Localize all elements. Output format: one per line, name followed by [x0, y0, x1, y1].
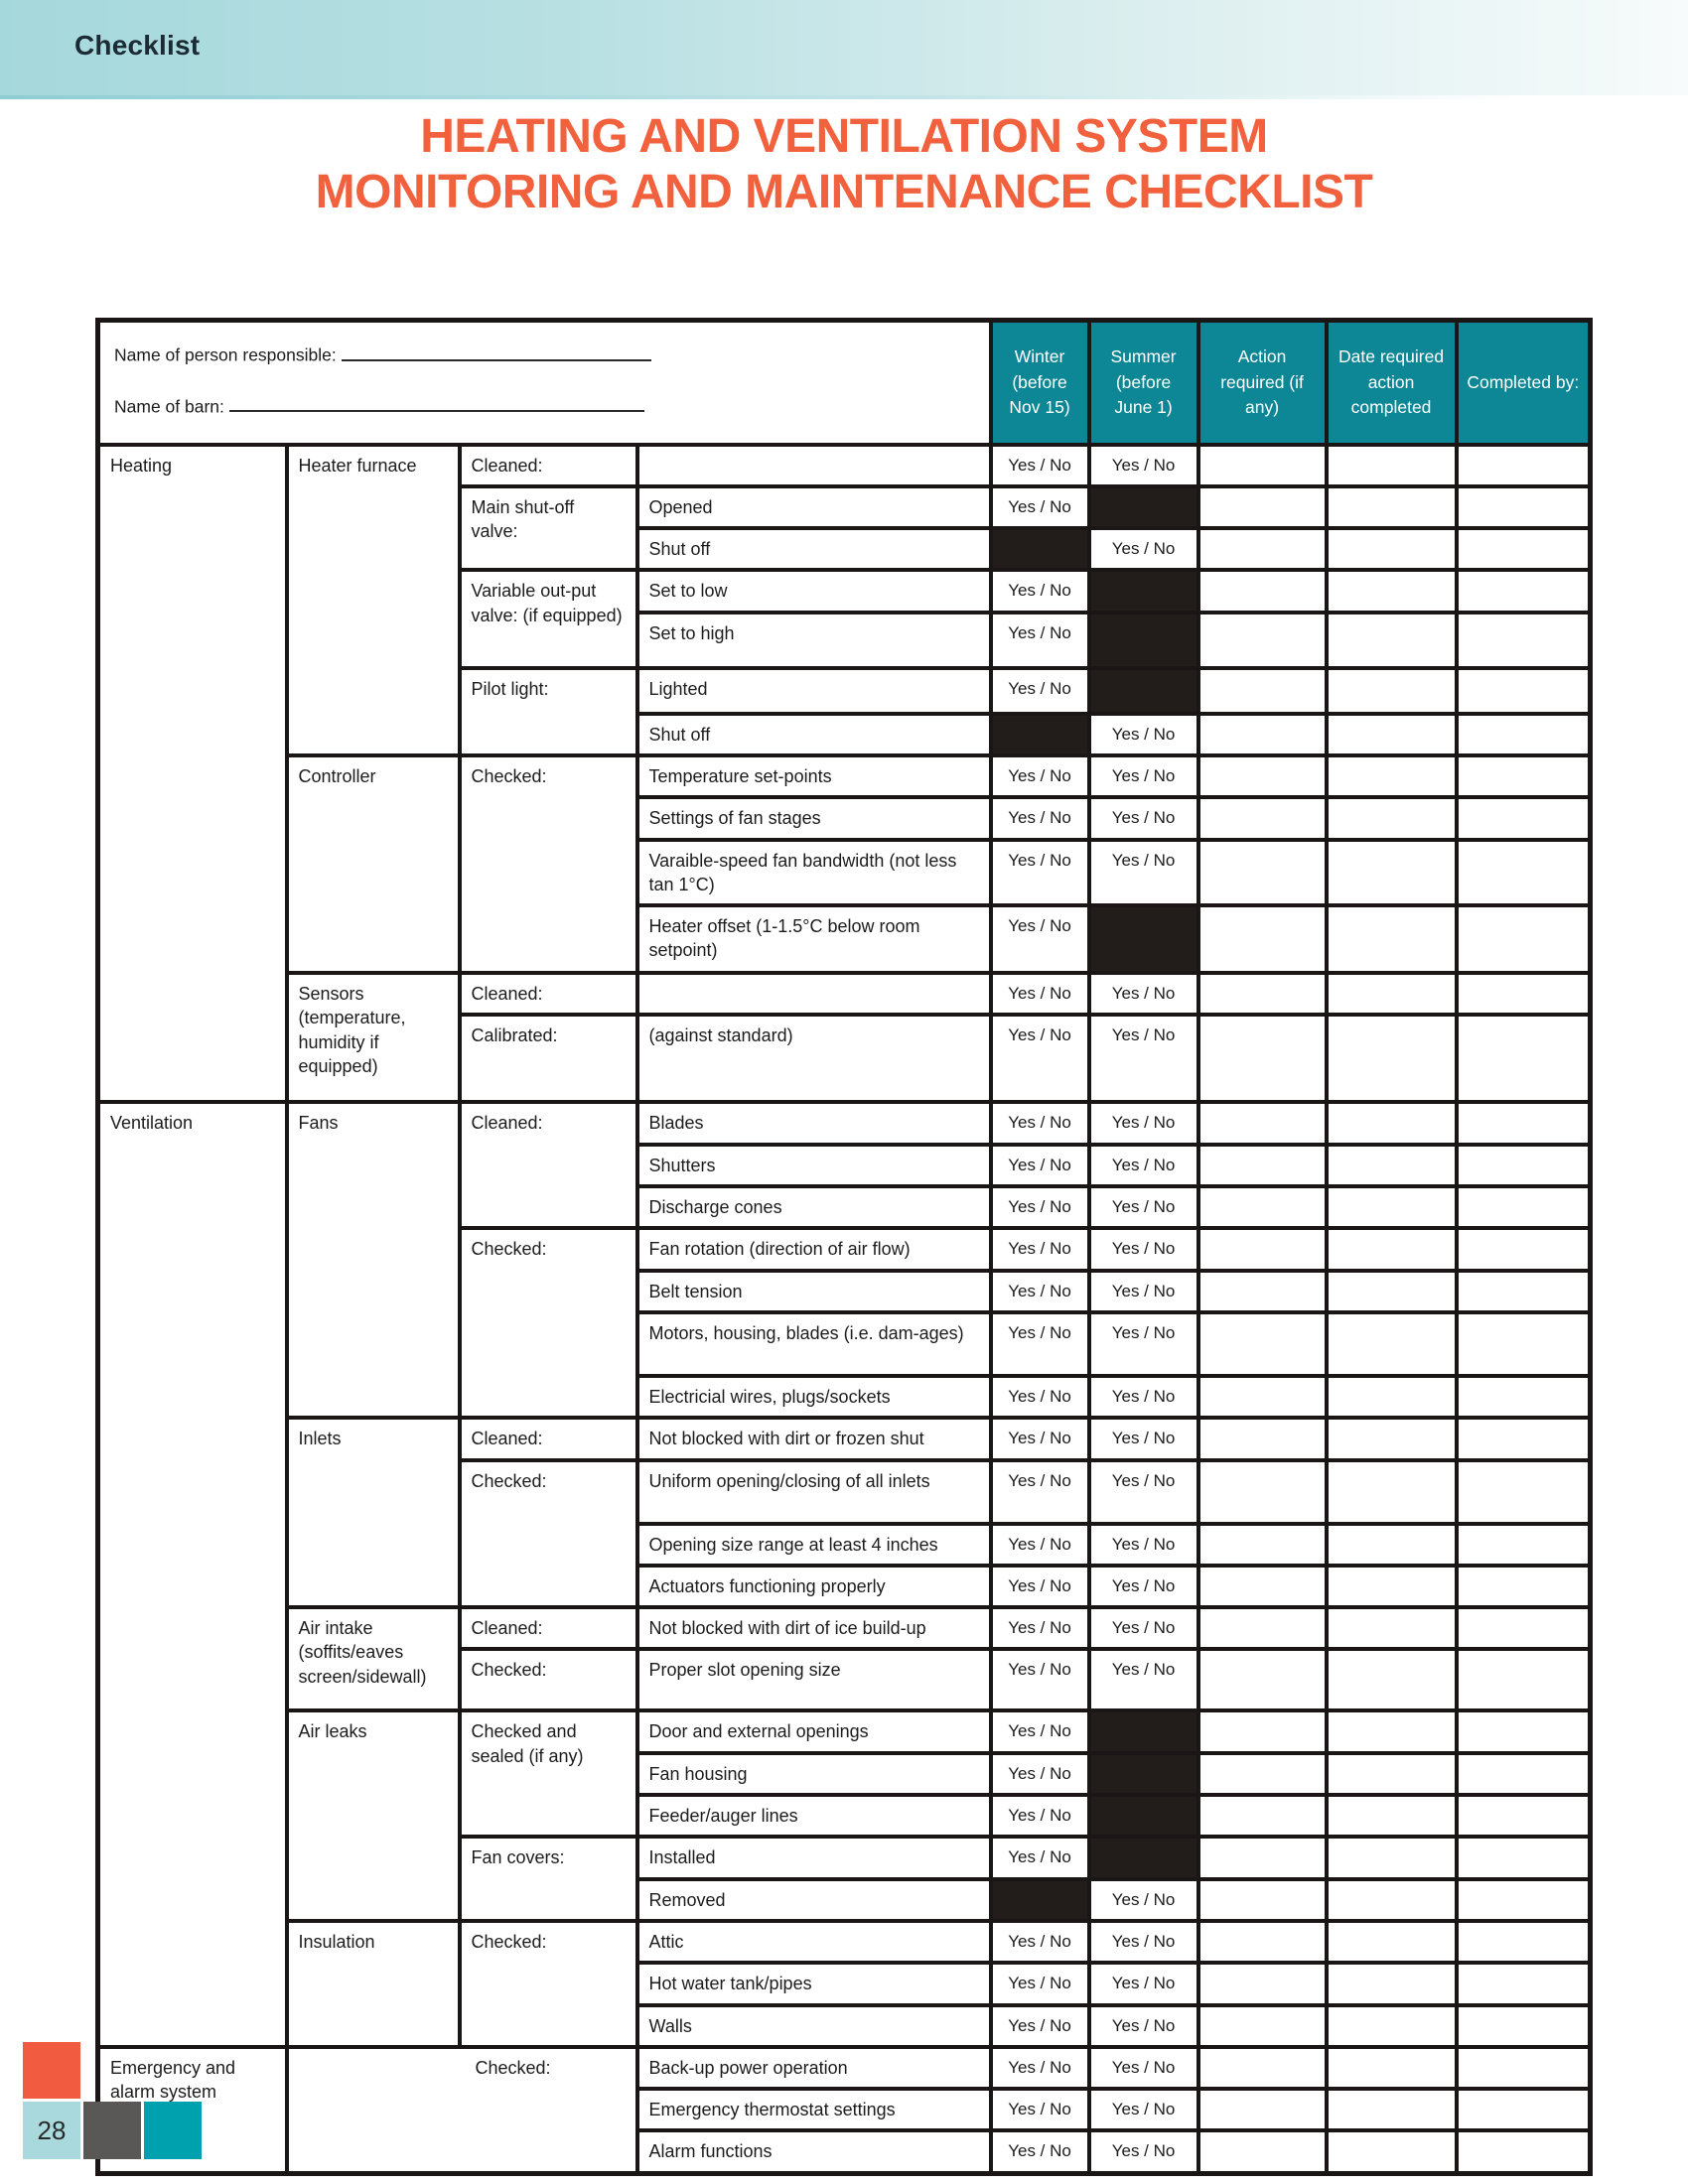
summer-yesno-cell: Yes / No — [1089, 528, 1198, 570]
date-completed-cell — [1327, 2047, 1457, 2089]
completed-by-cell — [1457, 668, 1591, 714]
item-cell-uniform-opening: Uniform opening/closing of all inlets — [637, 1460, 991, 1524]
action-required-cell — [1198, 613, 1327, 668]
filled-cell — [1089, 486, 1198, 528]
summer-yesno-cell: Yes / No — [1089, 1607, 1198, 1649]
summer-yesno-cell: Yes / No — [1089, 797, 1198, 839]
item-cell-against-standard: (against standard) — [637, 1015, 991, 1102]
winter-yesno-cell: Yes / No — [991, 1753, 1089, 1795]
filled-cell — [1089, 668, 1198, 714]
date-completed-cell — [1327, 1879, 1457, 1921]
item-cell-opening-range: Opening size range at least 4 inches — [637, 1524, 991, 1566]
summer-yesno-cell: Yes / No — [1089, 714, 1198, 755]
action-cell-checked: Checked: — [460, 1921, 637, 2047]
top-banner — [0, 0, 1688, 95]
winter-yesno-cell: Yes / No — [991, 2047, 1089, 2089]
action-cell-cleaned: Cleaned: — [460, 973, 637, 1015]
action-required-cell — [1198, 1228, 1327, 1270]
completed-by-cell — [1457, 2130, 1591, 2173]
date-completed-cell — [1327, 1312, 1457, 1376]
date-completed-cell — [1327, 1607, 1457, 1649]
action-cell-checked: Checked: — [287, 2047, 637, 2173]
date-completed-cell — [1327, 905, 1457, 973]
action-required-cell — [1198, 755, 1327, 797]
item-cell-discharge-cones: Discharge cones — [637, 1186, 991, 1228]
filled-cell — [1089, 1753, 1198, 1795]
item-cell-empty — [637, 973, 991, 1015]
action-cell-checked: Checked: — [460, 1460, 637, 1608]
completed-by-cell — [1457, 1376, 1591, 1418]
item-cell-blades: Blades — [637, 1102, 991, 1144]
item-cell-motors: Motors, housing, blades (i.e. dam-ages) — [637, 1312, 991, 1376]
summer-yesno-cell: Yes / No — [1089, 1228, 1198, 1270]
summer-yesno-cell: Yes / No — [1089, 1376, 1198, 1418]
date-completed-cell — [1327, 668, 1457, 714]
item-cell-feeder-lines: Feeder/auger lines — [637, 1795, 991, 1837]
completed-by-cell — [1457, 445, 1591, 486]
action-required-cell — [1198, 1524, 1327, 1566]
item-cell-door-openings: Door and external openings — [637, 1710, 991, 1752]
summer-yesno-cell: Yes / No — [1089, 1271, 1198, 1312]
action-required-cell — [1198, 2005, 1327, 2047]
page-number: 28 — [37, 2115, 67, 2145]
completed-by-cell — [1457, 2089, 1591, 2130]
completed-by-cell — [1457, 797, 1591, 839]
action-required-cell — [1198, 1795, 1327, 1837]
action-required-cell — [1198, 1837, 1327, 1878]
page-title — [0, 109, 1688, 219]
winter-yesno-cell: Yes / No — [991, 1102, 1089, 1144]
date-completed-cell — [1327, 486, 1457, 528]
checklist-table — [95, 318, 1593, 2176]
summer-yesno-cell: Yes / No — [1089, 1963, 1198, 2004]
action-required-cell — [1198, 1145, 1327, 1186]
page-title-line1: HEATING AND VENTILATION SYSTEM — [420, 110, 1268, 163]
summer-yesno-cell: Yes / No — [1089, 2005, 1198, 2047]
winter-yesno-cell: Yes / No — [991, 445, 1089, 486]
winter-yesno-cell: Yes / No — [991, 2089, 1089, 2130]
winter-yesno-cell: Yes / No — [991, 1795, 1089, 1837]
section-cell-emergency: Emergency and alarm system — [98, 2047, 287, 2173]
action-required-cell — [1198, 1418, 1327, 1459]
action-required-cell — [1198, 1566, 1327, 1607]
date-completed-cell — [1327, 2130, 1457, 2173]
date-completed-cell — [1327, 613, 1457, 668]
completed-by-cell — [1457, 2005, 1591, 2047]
item-cell-installed: Installed — [637, 1837, 991, 1878]
winter-yesno-cell: Yes / No — [991, 1228, 1089, 1270]
date-completed-cell — [1327, 1566, 1457, 1607]
item-cell-electrical-wires: Electricial wires, plugs/sockets — [637, 1376, 991, 1418]
action-required-cell — [1198, 1710, 1327, 1752]
winter-yesno-cell: Yes / No — [991, 755, 1089, 797]
section-cell-heating: Heating — [98, 445, 287, 1103]
item-cell-proper-slot: Proper slot opening size — [637, 1649, 991, 1710]
item-cell-not-blocked-ice: Not blocked with dirt of ice build-up — [637, 1607, 991, 1649]
action-required-cell — [1198, 445, 1327, 486]
column-header-winter: Winter (before Nov 15) — [991, 321, 1089, 445]
summer-yesno-cell: Yes / No — [1089, 1102, 1198, 1144]
column-header-summer: Summer (before June 1) — [1089, 321, 1198, 445]
item-cell-heater-offset: Heater offset (1-1.5°C below room setpoint) — [637, 905, 991, 973]
completed-by-cell — [1457, 1228, 1591, 1270]
summer-yesno-cell: Yes / No — [1089, 1649, 1198, 1710]
summer-yesno-cell: Yes / No — [1089, 1566, 1198, 1607]
component-cell-air-leaks: Air leaks — [287, 1710, 460, 1920]
winter-yesno-cell: Yes / No — [991, 1418, 1089, 1459]
summer-yesno-cell: Yes / No — [1089, 1879, 1198, 1921]
component-cell-inlets: Inlets — [287, 1418, 460, 1607]
action-required-cell — [1198, 714, 1327, 755]
action-required-cell — [1198, 2047, 1327, 2089]
date-completed-cell — [1327, 1145, 1457, 1186]
action-required-cell — [1198, 1879, 1327, 1921]
item-cell-fan-rotation: Fan rotation (direction of air flow) — [637, 1228, 991, 1270]
component-cell-air-intake: Air intake (soffits/eaves screen/sidewall) — [287, 1607, 460, 1710]
filled-cell — [991, 528, 1089, 570]
date-completed-cell — [1327, 755, 1457, 797]
summer-yesno-cell: Yes / No — [1089, 840, 1198, 906]
date-completed-cell — [1327, 1228, 1457, 1270]
date-completed-cell — [1327, 797, 1457, 839]
completed-by-cell — [1457, 613, 1591, 668]
date-completed-cell — [1327, 2005, 1457, 2047]
winter-yesno-cell: Yes / No — [991, 1921, 1089, 1963]
barn-blank-line — [229, 396, 644, 413]
winter-yesno-cell: Yes / No — [991, 905, 1089, 973]
table-row — [98, 1607, 1591, 1649]
action-cell-cleaned: Cleaned: — [460, 1418, 637, 1459]
date-completed-cell — [1327, 1710, 1457, 1752]
date-completed-cell — [1327, 1753, 1457, 1795]
item-cell-shut-off: Shut off — [637, 528, 991, 570]
footer-gray-square — [83, 2102, 141, 2159]
section-cell-ventilation: Ventilation — [98, 1102, 287, 2046]
action-required-cell — [1198, 1921, 1327, 1963]
completed-by-cell — [1457, 1566, 1591, 1607]
summer-yesno-cell: Yes / No — [1089, 1312, 1198, 1376]
action-required-cell — [1198, 1102, 1327, 1144]
winter-yesno-cell: Yes / No — [991, 486, 1089, 528]
filled-cell — [1089, 905, 1198, 973]
summer-yesno-cell: Yes / No — [1089, 1524, 1198, 1566]
component-cell-heater-furnace: Heater furnace — [287, 445, 460, 755]
component-cell-insulation: Insulation — [287, 1921, 460, 2047]
item-cell-set-to-low: Set to low — [637, 570, 991, 612]
action-cell-checked: Checked: — [460, 755, 637, 973]
winter-yesno-cell: Yes / No — [991, 668, 1089, 714]
winter-yesno-cell: Yes / No — [991, 1460, 1089, 1524]
completed-by-cell — [1457, 973, 1591, 1015]
action-cell-variable-output-valve: Variable out-put valve: (if equipped) — [460, 570, 637, 667]
item-cell-temp-setpoints: Temperature set-points — [637, 755, 991, 797]
filled-cell — [1089, 570, 1198, 612]
completed-by-cell — [1457, 1145, 1591, 1186]
action-required-cell — [1198, 840, 1327, 906]
action-cell-cleaned: Cleaned: — [460, 445, 637, 486]
table-row — [98, 1710, 1591, 1752]
completed-by-cell — [1457, 1607, 1591, 1649]
item-cell-removed: Removed — [637, 1879, 991, 1921]
component-cell-sensors: Sensors (temperature, humidity if equipped) — [287, 973, 460, 1102]
page-number-square — [23, 2102, 80, 2159]
date-completed-cell — [1327, 840, 1457, 906]
winter-yesno-cell: Yes / No — [991, 840, 1089, 906]
completed-by-cell — [1457, 1460, 1591, 1524]
completed-by-cell — [1457, 905, 1591, 973]
winter-yesno-cell: Yes / No — [991, 797, 1089, 839]
date-completed-cell — [1327, 1649, 1457, 1710]
column-header-completed-by: Completed by: — [1457, 321, 1591, 445]
item-cell-attic: Attic — [637, 1921, 991, 1963]
winter-yesno-cell: Yes / No — [991, 1710, 1089, 1752]
table-header-row — [98, 321, 1591, 445]
action-cell-fan-covers: Fan covers: — [460, 1837, 637, 1921]
action-required-cell — [1198, 1312, 1327, 1376]
action-required-cell — [1198, 905, 1327, 973]
winter-yesno-cell: Yes / No — [991, 1145, 1089, 1186]
winter-yesno-cell: Yes / No — [991, 2130, 1089, 2173]
date-completed-cell — [1327, 528, 1457, 570]
action-required-cell — [1198, 528, 1327, 570]
summer-yesno-cell: Yes / No — [1089, 1921, 1198, 1963]
item-cell-fan-stages: Settings of fan stages — [637, 797, 991, 839]
completed-by-cell — [1457, 1921, 1591, 1963]
banner-title: Checklist — [74, 30, 201, 61]
completed-by-cell — [1457, 1102, 1591, 1144]
action-required-cell — [1198, 1963, 1327, 2004]
winter-yesno-cell: Yes / No — [991, 1271, 1089, 1312]
barn-label: Name of barn: — [114, 396, 224, 417]
item-cell-shut-off: Shut off — [637, 714, 991, 755]
item-cell-opened: Opened — [637, 486, 991, 528]
item-cell-walls: Walls — [637, 2005, 991, 2047]
summer-yesno-cell: Yes / No — [1089, 2047, 1198, 2089]
action-required-cell — [1198, 1460, 1327, 1524]
winter-yesno-cell: Yes / No — [991, 570, 1089, 612]
completed-by-cell — [1457, 1015, 1591, 1102]
winter-yesno-cell: Yes / No — [991, 613, 1089, 668]
action-cell-pilot-light: Pilot light: — [460, 668, 637, 755]
summer-yesno-cell: Yes / No — [1089, 973, 1198, 1015]
table-row — [98, 445, 1591, 486]
action-required-cell — [1198, 668, 1327, 714]
action-required-cell — [1198, 570, 1327, 612]
date-completed-cell — [1327, 1921, 1457, 1963]
completed-by-cell — [1457, 1710, 1591, 1752]
action-required-cell — [1198, 1753, 1327, 1795]
person-responsible-blank-line — [342, 344, 651, 361]
summer-yesno-cell: Yes / No — [1089, 1460, 1198, 1524]
item-cell-backup-power: Back-up power operation — [637, 2047, 991, 2089]
date-completed-cell — [1327, 1102, 1457, 1144]
winter-yesno-cell: Yes / No — [991, 1312, 1089, 1376]
completed-by-cell — [1457, 1271, 1591, 1312]
item-cell-set-to-high: Set to high — [637, 613, 991, 668]
item-cell-emergency-thermostat: Emergency thermostat settings — [637, 2089, 991, 2130]
item-cell-alarm-functions: Alarm functions — [637, 2130, 991, 2173]
date-completed-cell — [1327, 1963, 1457, 2004]
action-cell-checked-sealed: Checked and sealed (if any) — [460, 1710, 637, 1837]
completed-by-cell — [1457, 1186, 1591, 1228]
winter-yesno-cell: Yes / No — [991, 1376, 1089, 1418]
date-completed-cell — [1327, 1015, 1457, 1102]
completed-by-cell — [1457, 1753, 1591, 1795]
date-completed-cell — [1327, 2089, 1457, 2130]
summer-yesno-cell: Yes / No — [1089, 755, 1198, 797]
table-row — [98, 1102, 1591, 1144]
date-completed-cell — [1327, 1524, 1457, 1566]
action-required-cell — [1198, 2089, 1327, 2130]
winter-yesno-cell: Yes / No — [991, 1015, 1089, 1102]
component-cell-controller: Controller — [287, 755, 460, 973]
action-cell-cleaned: Cleaned: — [460, 1102, 637, 1228]
item-cell-hot-water: Hot water tank/pipes — [637, 1963, 991, 2004]
winter-yesno-cell: Yes / No — [991, 1566, 1089, 1607]
filled-cell — [1089, 1710, 1198, 1752]
completed-by-cell — [1457, 1837, 1591, 1878]
table-row — [98, 973, 1591, 1015]
winter-yesno-cell: Yes / No — [991, 1649, 1089, 1710]
completed-by-cell — [1457, 1963, 1591, 2004]
summer-yesno-cell: Yes / No — [1089, 445, 1198, 486]
winter-yesno-cell: Yes / No — [991, 1524, 1089, 1566]
column-header-date-completed: Date required action completed — [1327, 321, 1457, 445]
completed-by-cell — [1457, 840, 1591, 906]
action-required-cell — [1198, 1186, 1327, 1228]
filled-cell — [1089, 1795, 1198, 1837]
item-cell-fan-bandwidth: Varaible-speed fan bandwidth (not less tan 1°C) — [637, 840, 991, 906]
person-responsible-label: Name of person responsible: — [114, 344, 337, 365]
summer-yesno-cell: Yes / No — [1089, 1418, 1198, 1459]
footer-orange-square — [23, 2042, 80, 2099]
barn-field — [114, 396, 975, 418]
item-cell-belt-tension: Belt tension — [637, 1271, 991, 1312]
name-fields-cell — [98, 321, 991, 445]
date-completed-cell — [1327, 1376, 1457, 1418]
summer-yesno-cell: Yes / No — [1089, 1145, 1198, 1186]
item-cell-fan-housing: Fan housing — [637, 1753, 991, 1795]
date-completed-cell — [1327, 714, 1457, 755]
action-required-cell — [1198, 1271, 1327, 1312]
completed-by-cell — [1457, 528, 1591, 570]
date-completed-cell — [1327, 1460, 1457, 1524]
item-cell-not-blocked-frozen: Not blocked with dirt or frozen shut — [637, 1418, 991, 1459]
item-cell-empty — [637, 445, 991, 486]
filled-cell — [991, 714, 1089, 755]
filled-cell — [991, 1879, 1089, 1921]
summer-yesno-cell: Yes / No — [1089, 2130, 1198, 2173]
column-header-action-required: Action required (if any) — [1198, 321, 1327, 445]
action-required-cell — [1198, 1015, 1327, 1102]
completed-by-cell — [1457, 570, 1591, 612]
winter-yesno-cell: Yes / No — [991, 2005, 1089, 2047]
action-cell-checked: Checked: — [460, 1649, 637, 1710]
winter-yesno-cell: Yes / No — [991, 1837, 1089, 1878]
action-required-cell — [1198, 1607, 1327, 1649]
action-required-cell — [1198, 973, 1327, 1015]
completed-by-cell — [1457, 1795, 1591, 1837]
date-completed-cell — [1327, 1837, 1457, 1878]
winter-yesno-cell: Yes / No — [991, 1963, 1089, 2004]
action-cell-cleaned: Cleaned: — [460, 1607, 637, 1649]
filled-cell — [1089, 1837, 1198, 1878]
action-cell-checked: Checked: — [460, 1228, 637, 1418]
action-required-cell — [1198, 797, 1327, 839]
summer-yesno-cell: Yes / No — [1089, 2089, 1198, 2130]
date-completed-cell — [1327, 1418, 1457, 1459]
date-completed-cell — [1327, 1186, 1457, 1228]
completed-by-cell — [1457, 714, 1591, 755]
item-cell-shutters: Shutters — [637, 1145, 991, 1186]
component-cell-fans: Fans — [287, 1102, 460, 1418]
winter-yesno-cell: Yes / No — [991, 1607, 1089, 1649]
action-required-cell — [1198, 1649, 1327, 1710]
completed-by-cell — [1457, 1418, 1591, 1459]
table-row — [98, 1921, 1591, 1963]
action-cell-calibrated: Calibrated: — [460, 1015, 637, 1102]
completed-by-cell — [1457, 1649, 1591, 1710]
completed-by-cell — [1457, 2047, 1591, 2089]
completed-by-cell — [1457, 1524, 1591, 1566]
completed-by-cell — [1457, 755, 1591, 797]
filled-cell — [1089, 613, 1198, 668]
table-row — [98, 755, 1591, 797]
item-cell-actuators: Actuators functioning properly — [637, 1566, 991, 1607]
date-completed-cell — [1327, 570, 1457, 612]
page-title-line2: MONITORING AND MAINTENANCE CHECKLIST — [315, 165, 1373, 218]
winter-yesno-cell: Yes / No — [991, 1186, 1089, 1228]
date-completed-cell — [1327, 445, 1457, 486]
action-required-cell — [1198, 1376, 1327, 1418]
action-cell-main-shutoff-valve: Main shut-off valve: — [460, 486, 637, 571]
table-row — [98, 2047, 1591, 2089]
completed-by-cell — [1457, 486, 1591, 528]
footer-teal-square — [144, 2102, 202, 2159]
summer-yesno-cell: Yes / No — [1089, 1015, 1198, 1102]
action-required-cell — [1198, 486, 1327, 528]
summer-yesno-cell: Yes / No — [1089, 1186, 1198, 1228]
table-row — [98, 1418, 1591, 1459]
person-responsible-field — [114, 344, 975, 366]
action-required-cell — [1198, 2130, 1327, 2173]
completed-by-cell — [1457, 1879, 1591, 1921]
winter-yesno-cell: Yes / No — [991, 973, 1089, 1015]
date-completed-cell — [1327, 973, 1457, 1015]
item-cell-lighted: Lighted — [637, 668, 991, 714]
completed-by-cell — [1457, 1312, 1591, 1376]
date-completed-cell — [1327, 1271, 1457, 1312]
date-completed-cell — [1327, 1795, 1457, 1837]
